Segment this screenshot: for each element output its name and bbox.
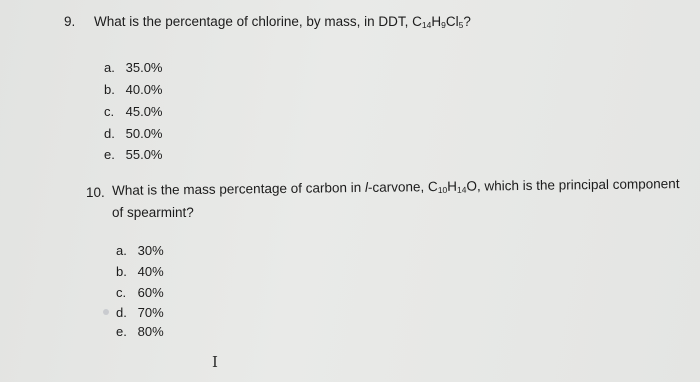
option-value: 80% xyxy=(137,324,164,339)
option-letter: a. xyxy=(104,60,115,75)
question-10-text-italic: l xyxy=(364,179,369,195)
option-letter: c. xyxy=(116,285,127,300)
option-value: 70% xyxy=(137,305,164,320)
option-letter: d. xyxy=(104,126,115,141)
question-10-text-pre: What is the mass percentage of carbon in xyxy=(112,179,366,198)
question-9-sub-c: 14 xyxy=(421,20,432,30)
question-9-option-a[interactable] xyxy=(104,60,163,75)
option-letter: b. xyxy=(116,264,127,279)
question-10-text-end: O, which is the principal component xyxy=(466,176,680,194)
option-value: 45.0% xyxy=(125,104,163,119)
text-cursor-icon: I xyxy=(212,353,218,371)
question-9-sub-h: 9 xyxy=(441,20,446,30)
question-9-text-pre: What is the percentage of chlorine, by mass, in DDT, C xyxy=(94,14,422,29)
option-letter: a. xyxy=(116,243,127,258)
option-value: 60% xyxy=(137,285,164,300)
option-value: 50.0% xyxy=(125,126,163,141)
option-value: 40.0% xyxy=(125,82,163,97)
question-10-option-c[interactable] xyxy=(116,285,164,300)
option-value: 30% xyxy=(137,243,164,258)
option-letter: c. xyxy=(104,104,115,119)
question-9-sub-cl: 5 xyxy=(458,20,464,30)
question-9-text-h: H xyxy=(431,14,442,29)
option-letter: b. xyxy=(104,82,115,97)
question-9-option-e[interactable] xyxy=(104,147,163,162)
option-letter: d. xyxy=(116,305,127,320)
option-letter: e. xyxy=(116,324,127,339)
option-value: 55.0% xyxy=(125,147,163,162)
question-10-text-line2: of spearmint? xyxy=(112,205,194,220)
question-9-option-c[interactable] xyxy=(104,104,163,119)
question-9-option-d[interactable] xyxy=(104,126,163,141)
question-10-text-carvone: -carvone, C xyxy=(367,179,438,195)
option-value: 40% xyxy=(137,264,164,279)
question-10-number: 10. xyxy=(86,185,105,200)
option-value: 35.0% xyxy=(125,60,163,75)
radio-hover-dot xyxy=(103,309,109,315)
question-10-option-b[interactable] xyxy=(116,264,164,279)
question-9-text-cl: Cl xyxy=(445,14,459,29)
question-10-option-d[interactable] xyxy=(116,305,164,320)
question-10-text-h: H xyxy=(447,178,458,194)
question-10-option-a[interactable] xyxy=(116,243,164,258)
question-9-text xyxy=(94,14,471,30)
question-10-option-e[interactable] xyxy=(116,324,164,339)
question-10-sub-c: 10 xyxy=(437,184,448,196)
question-10-text xyxy=(112,176,680,199)
question-9-option-b[interactable] xyxy=(104,82,163,97)
question-9-text-end: ? xyxy=(463,14,471,29)
option-letter: e. xyxy=(104,147,115,162)
question-10-sub-h: 14 xyxy=(456,184,467,195)
question-9-number: 9. xyxy=(64,14,76,29)
